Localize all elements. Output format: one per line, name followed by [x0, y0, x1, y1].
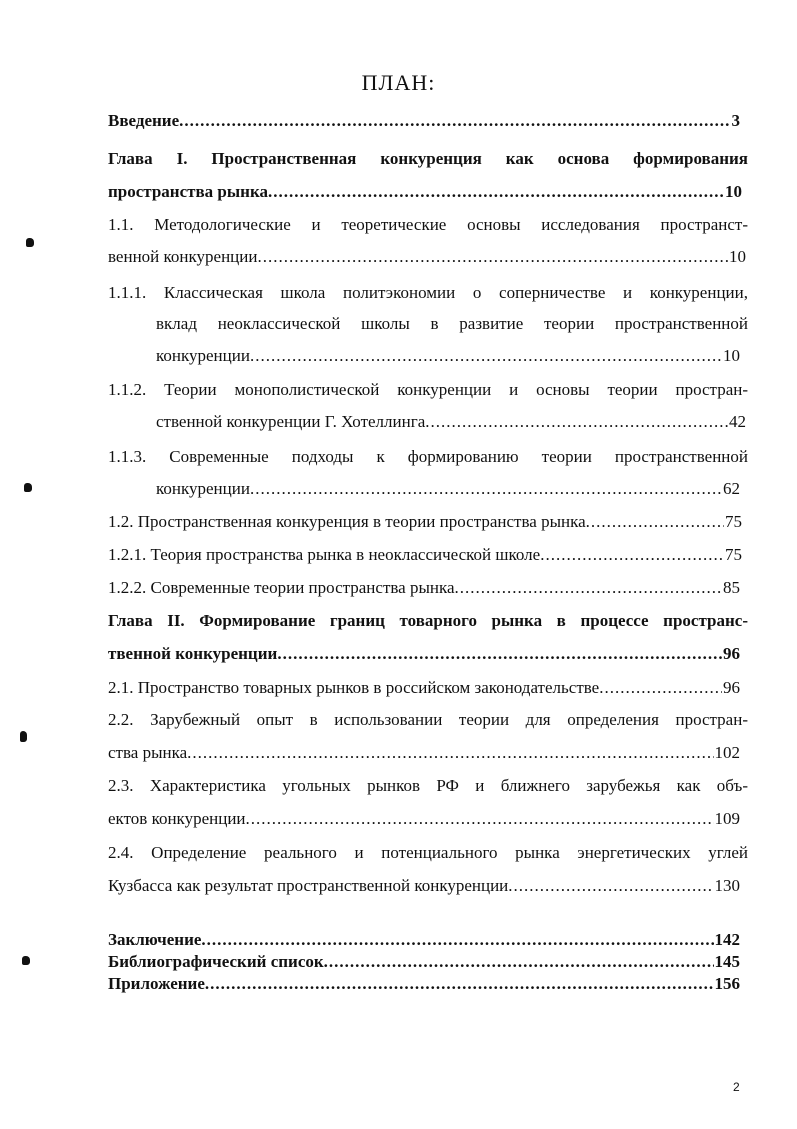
toc-entry-page: 3 [731, 111, 740, 130]
toc-entry-1-1-3-line-1: 1.1.3. Современные подходы к формированию теории пространственной [108, 447, 748, 466]
toc-entry-title: ектов конкуренции [108, 809, 246, 828]
dot-leader [179, 110, 730, 132]
toc-entry-chapter-2-line-1: Глава II. Формирование границ товарного рынка в процессе пространс- [108, 611, 748, 630]
toc-entry-page: 142 [714, 930, 740, 949]
toc-entry-chapter-1-line-2 [108, 181, 742, 203]
toc-entry-title: 1.2.1. Теория пространства рынка в неоклассической школе [108, 545, 541, 564]
dot-leader [205, 973, 714, 995]
toc-entry-conclusion [108, 929, 740, 951]
dot-leader [508, 875, 713, 897]
toc-entry-page: 96 [723, 678, 740, 697]
toc-entry-page: 145 [714, 952, 740, 971]
toc-entry-title: ственной конкуренции Г. Хотеллинга [156, 412, 426, 431]
dot-leader [455, 577, 722, 599]
toc-entry-title: венной конкуренции [108, 247, 258, 266]
toc-entry-2-2-line-1: 2.2. Зарубежный опыт в использовании теории для определения простран- [108, 710, 748, 729]
scan-mark [20, 731, 27, 742]
toc-entry-page: 109 [714, 809, 740, 828]
toc-entry-title: 2.1. Пространство товарных рынков в российском законодательстве [108, 678, 600, 697]
toc-entry-1-1-line-2 [108, 246, 746, 268]
toc-entry-1-1-2-line-2 [156, 411, 746, 433]
toc-entry-title: 1.2.2. Современные теории пространства рынка [108, 578, 455, 597]
toc-entry-introduction [108, 110, 740, 132]
toc-entry-1-1-1-line-3 [156, 345, 740, 367]
toc-entry-title: конкуренции [156, 479, 250, 498]
page-title: ПЛАН: [361, 70, 436, 95]
toc-entry-page: 10 [723, 346, 740, 365]
toc-entry-title: Кузбасса как результат пространственной конкуренции [108, 876, 509, 895]
toc-entry-1-2 [108, 511, 742, 533]
toc-entry-chapter-1-line-1: Глава I. Пространственная конкуренция как основа формирования [108, 149, 748, 168]
toc-entry-title: ства рынка [108, 743, 188, 762]
toc-entry-page: 10 [725, 182, 742, 201]
dot-leader [250, 345, 722, 367]
toc-entry-page: 10 [729, 247, 746, 266]
dot-leader [599, 677, 722, 699]
toc-entry-1-2-2 [108, 577, 740, 599]
toc-entry-bibliography [108, 951, 740, 973]
toc-entry-2-4-line-2 [108, 875, 740, 897]
toc-entry-page: 130 [714, 876, 740, 895]
dot-leader [201, 929, 713, 951]
toc-entry-2-3-line-1: 2.3. Характеристика угольных рынков РФ и ближнего зарубежья как объ- [108, 776, 748, 795]
dot-leader [187, 742, 713, 764]
dot-leader [540, 544, 724, 566]
toc-entry-page: 62 [723, 479, 740, 498]
toc-entry-2-3-line-2 [108, 808, 740, 830]
toc-entry-1-1-1-line-1: 1.1.1. Классическая школа политэкономии о соперничестве и конкуренции, [108, 283, 748, 302]
toc-entry-title: пространства рынка [108, 182, 268, 201]
dot-leader [246, 808, 714, 830]
toc-entry-2-2-line-2 [108, 742, 740, 764]
toc-entry-title: 1.2. Пространственная конкуренция в теории пространства рынка [108, 512, 586, 531]
toc-entry-title: Библиографический список [108, 952, 324, 971]
dot-leader [277, 643, 722, 665]
dot-leader [586, 511, 724, 533]
toc-entry-page: 75 [725, 512, 742, 531]
toc-entry-chapter-2-line-2 [108, 643, 740, 665]
toc-entry-1-1-2-line-1: 1.1.2. Теории монополистической конкуренции и основы теории простран- [108, 380, 748, 399]
toc-entry-title: Приложение [108, 974, 205, 993]
toc-entry-page: 85 [723, 578, 740, 597]
page-number: 2 [733, 1080, 740, 1094]
dot-leader [324, 951, 714, 973]
toc-entry-title: Заключение [108, 930, 202, 949]
toc-entry-title: твенной конкуренции [108, 644, 278, 663]
toc-entry-1-1-1-line-2: вклад неоклассической школы в развитие теории пространственной [156, 314, 748, 333]
toc-entry-title: конкуренции [156, 346, 250, 365]
toc-entry-page: 75 [725, 545, 742, 564]
dot-leader [425, 411, 728, 433]
toc-entry-page: 156 [714, 974, 740, 993]
toc-entry-1-1-3-line-2 [156, 478, 740, 500]
toc-entry-2-1 [108, 677, 740, 699]
toc-entry-1-1-line-1: 1.1. Методологические и теоретические основы исследования пространст- [108, 215, 748, 234]
dot-leader [250, 478, 722, 500]
dot-leader [257, 246, 728, 268]
toc-entry-2-4-line-1: 2.4. Определение реального и потенциального рынка энергетических углей [108, 843, 748, 862]
toc-entry-appendix [108, 973, 740, 995]
toc-entry-page: 42 [729, 412, 746, 431]
toc-entry-page: 96 [723, 644, 740, 663]
scan-mark [24, 483, 32, 492]
toc-entry-title: Введение [108, 111, 180, 130]
toc-entry-1-2-1 [108, 544, 742, 566]
scan-mark [26, 238, 34, 247]
toc-entry-page: 102 [714, 743, 740, 762]
scan-mark [22, 956, 30, 965]
dot-leader [268, 181, 724, 203]
